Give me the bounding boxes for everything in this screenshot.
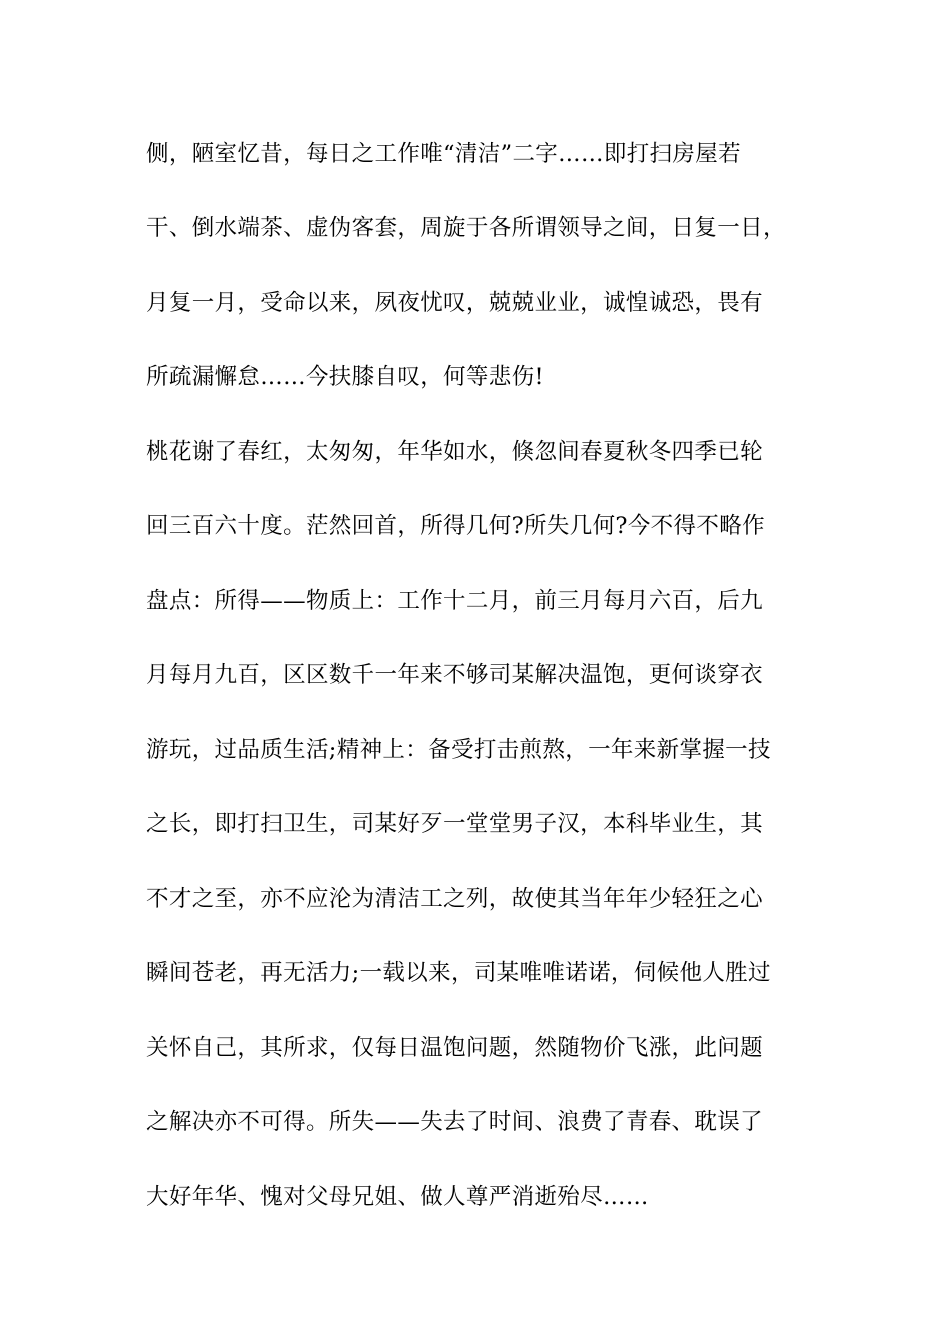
text-line: 大好年华、愧对父母兄姐、做人尊严消逝殆尽……: [146, 1184, 649, 1210]
text-line: 盘点：所得——物质上：工作十二月，前三月每月六百，后九: [146, 588, 763, 614]
text-line: 月每月九百，区区数千一年来不够司某解决温饱，更何谈穿衣: [146, 662, 763, 688]
text-line: 之解决亦不可得。所失——失去了时间、浪费了青春、耽误了: [146, 1109, 763, 1135]
text-line: 关怀自己，其所求，仅每日温饱问题，然随物价飞涨，此问题: [146, 1035, 763, 1061]
text-line: 月复一月，受命以来，夙夜忧叹，兢兢业业，诚惶诚恐，畏有: [146, 290, 763, 316]
text-line: 桃花谢了春红，太匆匆，年华如水，倏忽间春夏秋冬四季已轮: [146, 439, 763, 465]
text-line: 之长，即打扫卫生，司某好歹一堂堂男子汉，本科毕业生，其: [146, 811, 763, 837]
text-line: 干、倒水端茶、虚伪客套，周旋于各所谓领导之间，日复一日，: [146, 215, 786, 241]
text-line: 瞬间苍老，再无活力;一载以来，司某唯唯诺诺，伺候他人胜过: [146, 960, 771, 986]
text-line: 游玩，过品质生活;精神上：备受打击煎熬，一年来新掌握一技: [146, 737, 771, 763]
text-line: 回三百六十度。茫然回首，所得几何?所失几何?今不得不略作: [146, 513, 765, 539]
text-line: 不才之至，亦不应沦为清洁工之列，故使其当年年少轻狂之心: [146, 886, 763, 912]
text-line: 所疏漏懈怠……今扶膝自叹，何等悲伤!: [146, 364, 544, 390]
text-line: 侧，陋室忆昔，每日之工作唯“清洁”二字……即打扫房屋若: [146, 141, 741, 167]
